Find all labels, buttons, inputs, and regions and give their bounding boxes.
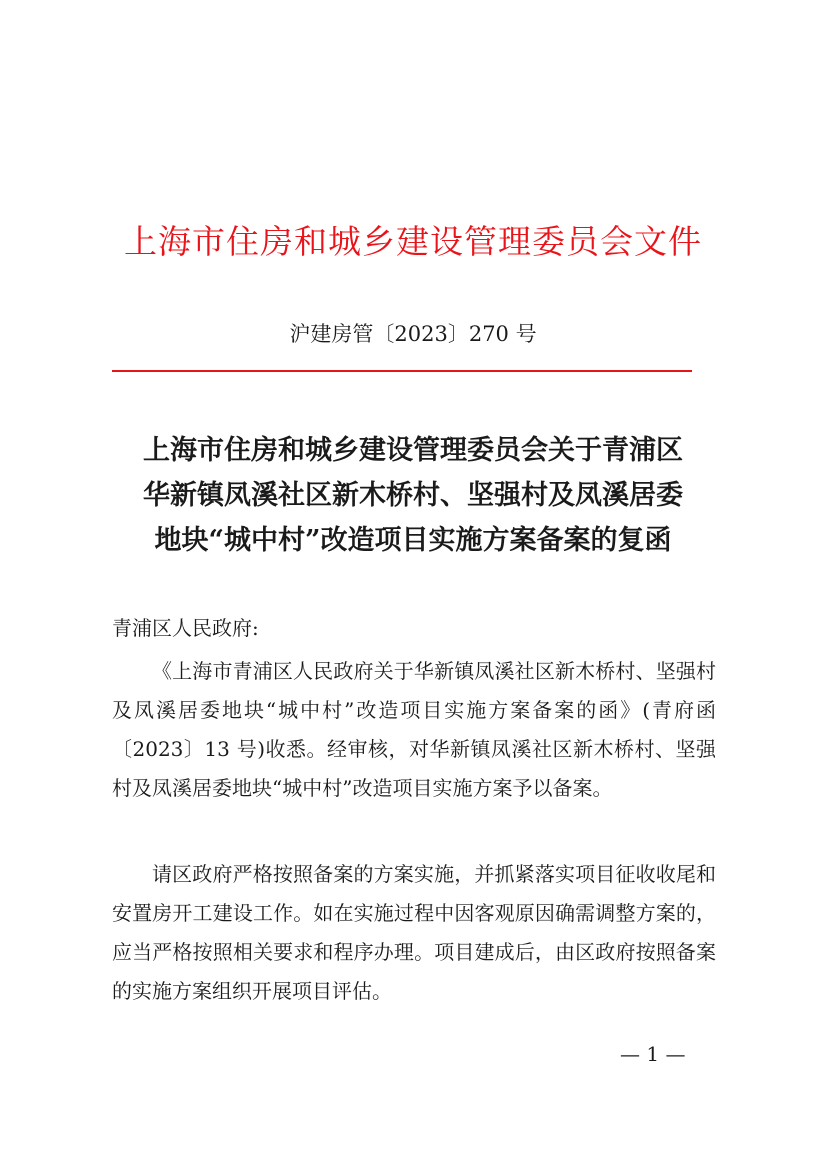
title-line: 华新镇凤溪社区新木桥村、坚强村及凤溪居委 — [143, 480, 683, 511]
body-paragraph: 请区政府严格按照备案的方案实施，并抓紧落实项目征收收尾和安置房开工建设工作。如在实施过程中因客观原因确需调整方案的，应当严格按照相关要求和程序办理。项目建成后，由区政府按照备案的实施方案组织开展项目评估。 — [112, 862, 716, 1003]
document-title — [100, 428, 726, 563]
body-paragraph: 《上海市青浦区人民政府关于华新镇凤溪社区新木桥村、坚强村及凤溪居委地块“城中村”改造项目实施方案备案的函》(青府函〔2023〕13 号)收悉。经审核，对华新镇凤溪社区新木桥村、坚强村及凤溪居委地块“城中村”改造项目实施方案予以备案。 — [112, 659, 716, 800]
page-number: — 1 — — [620, 1042, 686, 1066]
red-divider-line — [112, 370, 692, 372]
document-number: 沪建房管〔2023〕270 号 — [289, 322, 537, 346]
title-line: 地块“城中村”改造项目实施方案备案的复函 — [154, 525, 672, 556]
issuer-header-title: 上海市住房和城乡建设管理委员会文件 — [124, 222, 702, 261]
title-line: 上海市住房和城乡建设管理委员会关于青浦区 — [143, 435, 683, 466]
salutation: 青浦区人民政府: — [112, 616, 259, 640]
